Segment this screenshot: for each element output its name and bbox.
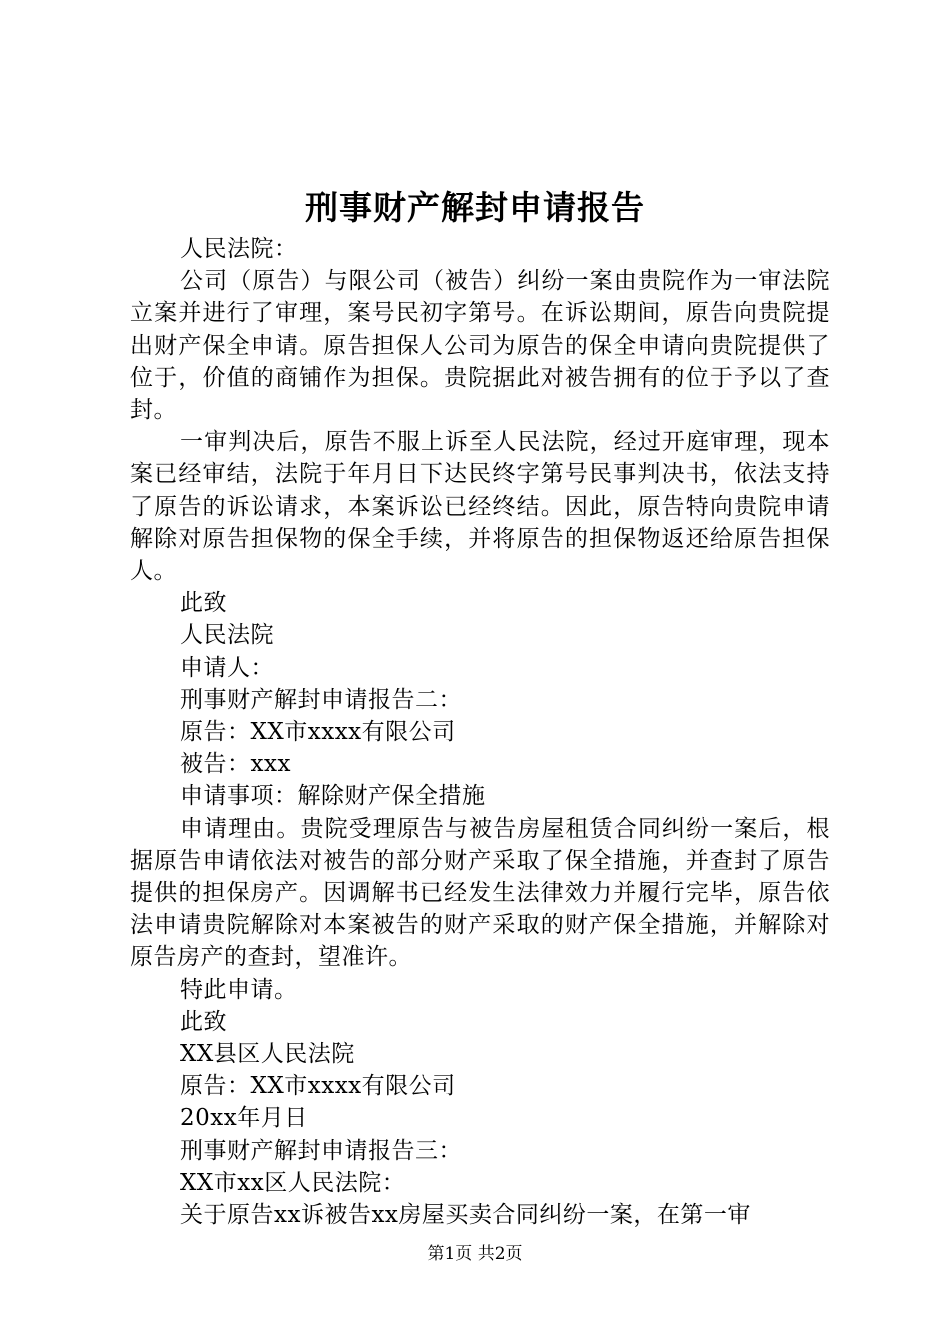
application-matter: 申请事项：解除财产保全措施 [180, 783, 486, 810]
recipient-court: 人民法院 [180, 622, 274, 649]
section-heading-2: 刑事财产解封申请报告二： [180, 686, 462, 713]
date-line: 20xx年月日 [180, 1105, 308, 1132]
closing-cizhi-2: 此致 [180, 1008, 227, 1035]
paragraph-case-3: 关于原告xx诉被告xx房屋买卖合同纠纷一案，在第一审 [180, 1202, 751, 1229]
section-heading-3: 刑事财产解封申请报告三： [180, 1137, 462, 1164]
document-body [130, 233, 830, 1231]
defendant-line: 被告：xxx [180, 751, 291, 778]
special-request: 特此申请。 [180, 976, 298, 1003]
salutation: 人民法院： [180, 236, 298, 262]
paragraph-reason: 申请理由。贵院受理原告与被告房屋租赁合同纠纷一案后，根据原告申请依法对被告的部分财产采取了保全措施，并查封了原告提供的担保房产。因调解书已经发生法律效力并履行完毕，原告依法申请贵院解除对本案被告的财产采取的财产保全措施，并解除对原告房产的查封，望准许。 [130, 815, 830, 971]
applicant-label: 申请人： [180, 654, 274, 681]
closing-cizhi: 此致 [180, 590, 227, 617]
paragraph-judgment: 一审判决后，原告不服上诉至人民法院，经过开庭审理，现本案已经审结，法院于年月日下达民终字第号民事判决书，依法支持了原告的诉讼请求，本案诉讼已经终结。因此，原告特向贵院申请解除对原告担保物的保全手续，并将原告的担保物返还给原告担保人。 [130, 429, 830, 585]
plaintiff-line: 原告：XX市xxxx有限公司 [180, 719, 456, 746]
plaintiff-signature: 原告：XX市xxxx有限公司 [180, 1073, 456, 1100]
page-number: 第1页 共2页 [427, 1244, 523, 1264]
document-title: 刑事财产解封申请报告 [305, 188, 645, 227]
paragraph-case-intro: 公司（原告）与限公司（被告）纠纷一案由贵院作为一审法院立案并进行了审理，案号民初字第号。在诉讼期间，原告向贵院提出财产保全申请。原告担保人公司为原告的保全申请向贵院提供了位于，价值的商铺作为担保。贵院据此对被告拥有的位于予以了查封。 [130, 268, 830, 424]
recipient-county-court: XX县区人民法院 [180, 1041, 355, 1068]
recipient-district-court: XX市xx区人民法院： [180, 1169, 406, 1196]
